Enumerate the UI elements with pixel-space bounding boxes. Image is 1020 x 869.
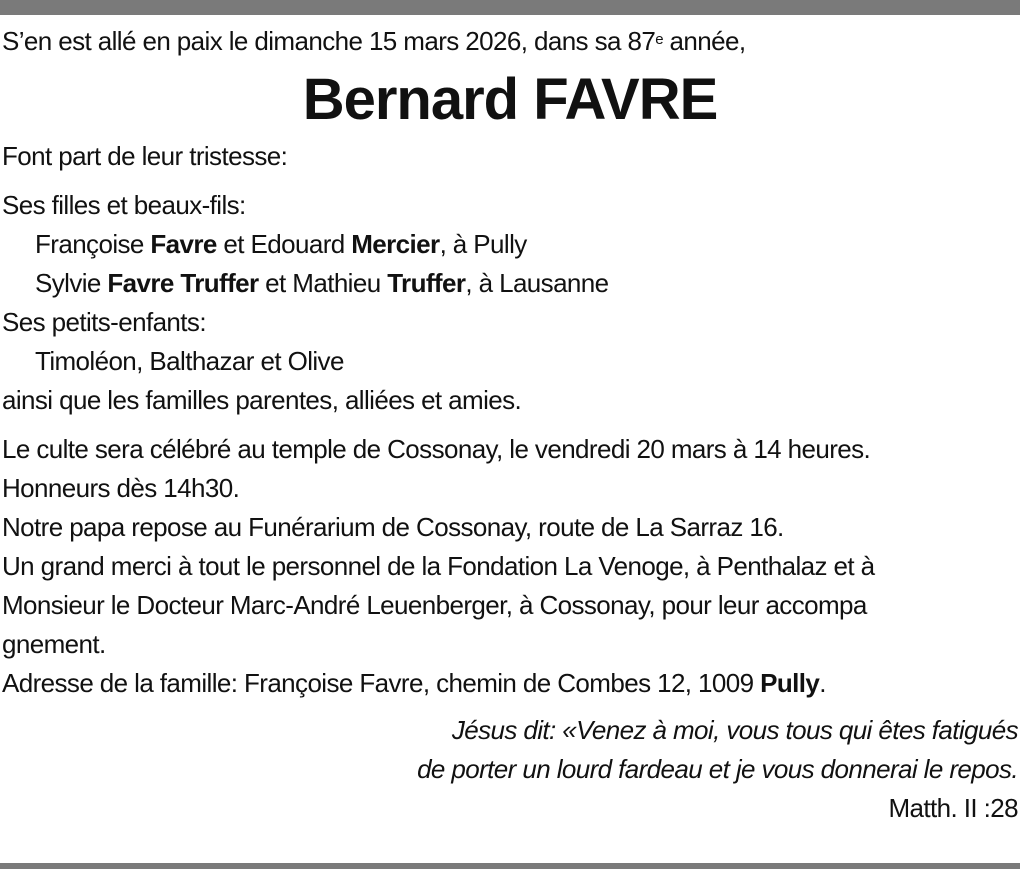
thanks-line-2: Monsieur le Docteur Marc-André Leuenberger, à Cossonay, pour leur accompa bbox=[2, 590, 867, 620]
family-intro: Font part de leur tristesse: bbox=[2, 141, 288, 171]
locality: , à Lausanne bbox=[465, 268, 609, 298]
deceased-name: Bernard FAVRE bbox=[302, 67, 718, 132]
family-address bbox=[2, 664, 1018, 703]
daughter-line-2 bbox=[2, 264, 1018, 303]
spouse-surname: Mercier bbox=[351, 229, 440, 259]
verse-reference: Matth. II :28 bbox=[888, 793, 1018, 823]
ordinal-suffix: e bbox=[655, 31, 663, 48]
first-name: Françoise bbox=[35, 229, 151, 259]
obituary-notice bbox=[2, 22, 1018, 828]
opening-text: S’en est allé en paix le dimanche 15 mars 2026, dans sa 87 bbox=[2, 26, 656, 56]
thanks-line-1: Un grand merci à tout le personnel de la Fondation La Venoge, à Penthalaz et à bbox=[2, 551, 875, 581]
locality: , à Pully bbox=[439, 229, 527, 259]
service-line-2: Honneurs dès 14h30. bbox=[2, 473, 240, 503]
spouse-surname: Truffer bbox=[387, 268, 466, 298]
opening-line bbox=[2, 22, 1018, 61]
address-text: Adresse de la famille: Françoise Favre, chemin de Combes 12, 1009 bbox=[2, 668, 761, 698]
surname: Favre Truffer bbox=[107, 268, 259, 298]
extended-family: ainsi que les familles parentes, alliées et amies. bbox=[2, 385, 522, 415]
surname: Favre bbox=[150, 229, 217, 259]
grandchildren-heading: Ses petits-enfants: bbox=[2, 307, 206, 337]
service-line-3: Notre papa repose au Funérarium de Cossonay, route de La Sarraz 16. bbox=[2, 512, 784, 542]
address-city: Pully bbox=[760, 668, 820, 698]
first-name: Sylvie bbox=[35, 268, 108, 298]
thanks-line-3: gnement. bbox=[2, 629, 106, 659]
spouse-first-name: et Edouard bbox=[216, 229, 352, 259]
address-punct: . bbox=[819, 668, 826, 698]
verse-line-1: Jésus dit: «Venez à moi, vous tous qui êtes fatigués bbox=[451, 715, 1018, 745]
bottom-rule bbox=[0, 863, 1020, 869]
top-rule bbox=[0, 0, 1020, 15]
grandchildren-names: Timoléon, Balthazar et Olive bbox=[35, 346, 344, 376]
opening-end: année, bbox=[662, 26, 746, 56]
daughters-heading: Ses filles et beaux-fils: bbox=[2, 190, 246, 220]
verse-line-2: de porter un lourd fardeau et je vous donnerai le repos. bbox=[417, 754, 1018, 784]
service-line-1: Le culte sera célébré au temple de Cossonay, le vendredi 20 mars à 14 heures. bbox=[2, 434, 871, 464]
daughter-line-1 bbox=[2, 225, 1018, 264]
spouse-first-name: et Mathieu bbox=[258, 268, 388, 298]
